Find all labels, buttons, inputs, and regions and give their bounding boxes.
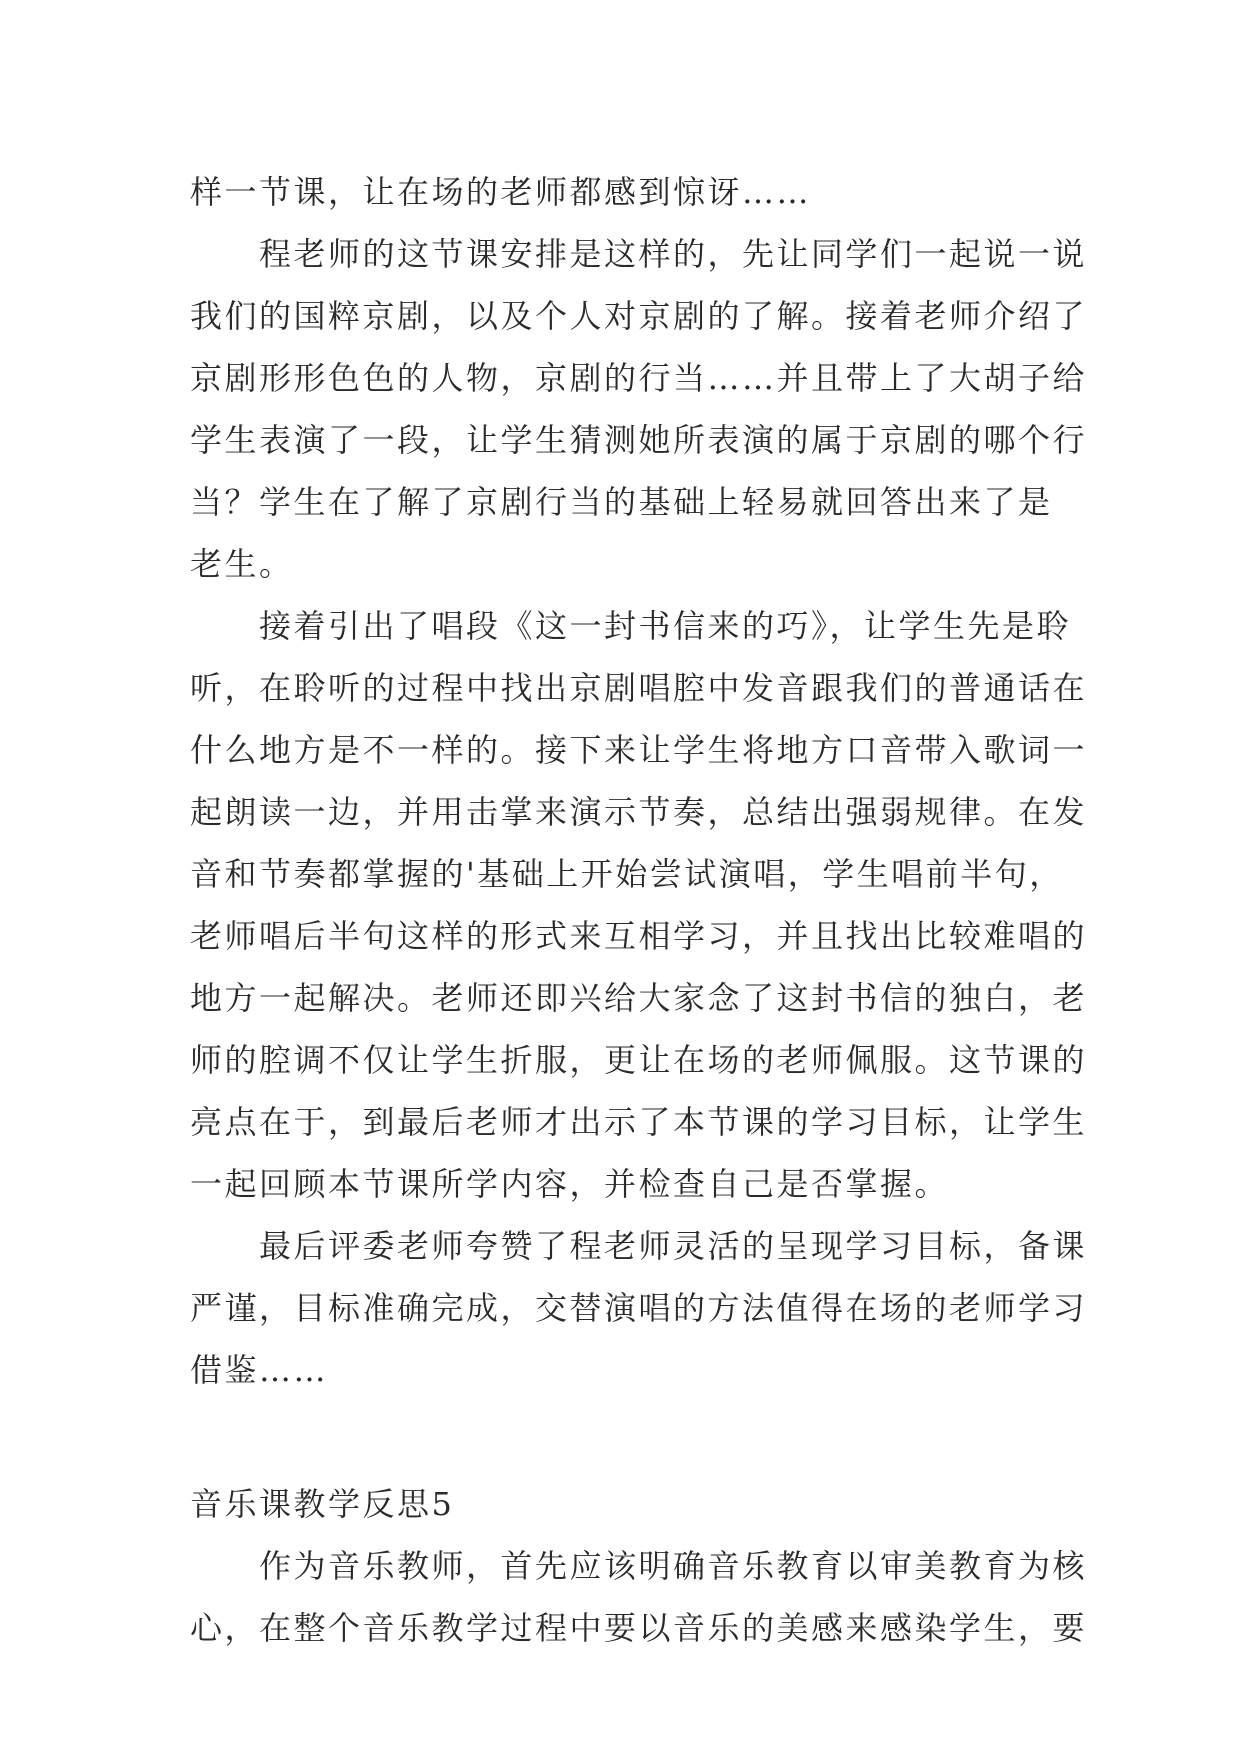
paragraph-lesson-arrangement (190, 223, 1088, 595)
text-line: 最后评委老师夸赞了程老师灵活的呈现学习目标，备课 (190, 1227, 1088, 1265)
paragraph-singing-segment (190, 595, 1088, 1215)
text-line: 什么地方是不一样的。接下来让学生将地方口音带入歌词一 (190, 731, 1088, 769)
section-heading: 音乐课教学反思5 (190, 1485, 455, 1523)
text-line: 借鉴…… (190, 1351, 329, 1389)
text-line: 学生表演了一段，让学生猜测她所表演的属于京剧的哪个行 (190, 421, 1088, 459)
text-line: 起朗读一边，并用击掌来演示节奏，总结出强弱规律。在发 (190, 793, 1088, 831)
text-line: 老师唱后半句这样的形式来互相学习，并且找出比较难唱的 (190, 917, 1088, 955)
text-line: 样一节课，让在场的老师都感到惊讶…… (190, 173, 812, 211)
text-line: 老生。 (190, 545, 294, 583)
section-spacer (190, 1401, 1050, 1473)
text-line: 地方一起解决。老师还即兴给大家念了这封书信的独白，老 (190, 979, 1088, 1017)
text-line: 当？学生在了解了京剧行当的基础上轻易就回答出来了是 (190, 483, 1053, 521)
paragraph-judges-comment (190, 1215, 1088, 1401)
text-line: 作为音乐教师，首先应该明确音乐教育以审美教育为核 (190, 1547, 1088, 1585)
document-page (190, 161, 1088, 1659)
text-line: 师的腔调不仅让学生折服，更让在场的老师佩服。这节课的 (190, 1041, 1088, 1079)
paragraph-continuation (190, 161, 1050, 223)
text-line: 听，在聆听的过程中找出京剧唱腔中发音跟我们的普通话在 (190, 669, 1088, 707)
text-line: 亮点在于，到最后老师才出示了本节课的学习目标，让学生 (190, 1103, 1088, 1141)
text-line: 音和节奏都掌握的'基础上开始尝试演唱，学生唱前半句， (190, 855, 1064, 893)
text-line: 我们的国粹京剧，以及个人对京剧的了解。接着老师介绍了 (190, 297, 1088, 335)
text-line: 接着引出了唱段《这一封书信来的巧》，让学生先是聆 (190, 607, 1072, 645)
text-line: 一起回顾本节课所学内容，并检查自己是否掌握。 (190, 1165, 950, 1203)
paragraph-music-teacher (190, 1535, 1088, 1659)
text-line: 严谨，目标准确完成，交替演唱的方法值得在场的老师学习 (190, 1289, 1088, 1327)
text-line: 心，在整个音乐教学过程中要以音乐的美感来感染学生，要 (190, 1609, 1088, 1647)
text-line: 京剧形形色色的人物，京剧的行当……并且带上了大胡子给 (190, 359, 1088, 397)
text-line: 程老师的这节课安排是这样的，先让同学们一起说一说 (190, 235, 1088, 273)
